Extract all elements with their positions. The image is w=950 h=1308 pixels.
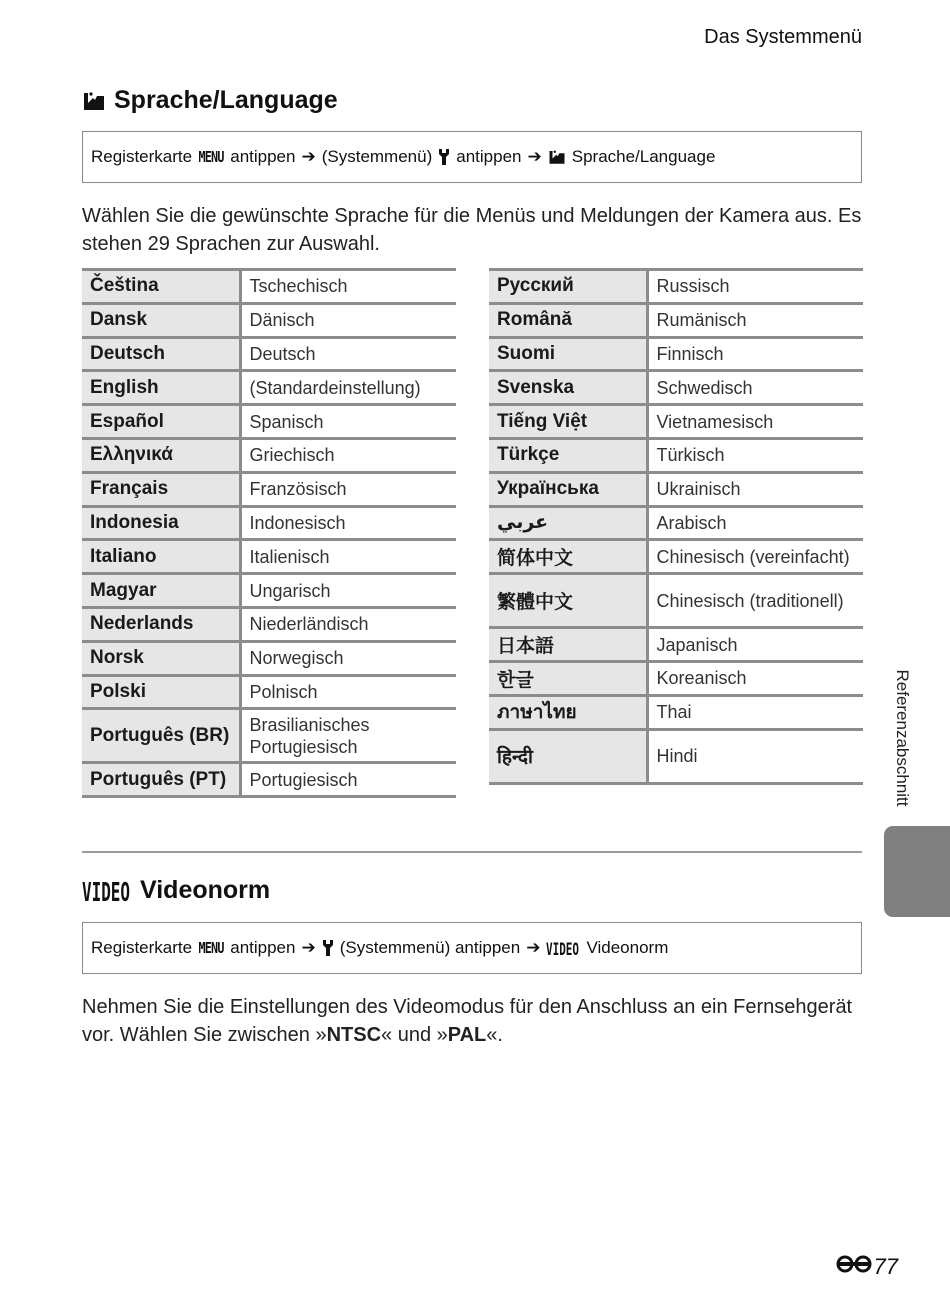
language-native-name: Español (82, 405, 240, 439)
language-row (82, 540, 456, 574)
video-icon (546, 939, 580, 960)
language-native-name: Norsk (82, 641, 240, 675)
path-text: (Systemmenü) antippen (339, 938, 521, 957)
language-native-name: Tiếng Việt (489, 405, 647, 439)
language-table-right (489, 268, 863, 785)
language-german-name: Französisch (240, 472, 456, 506)
path-text: Registerkarte (91, 938, 193, 957)
arrow-right-icon: ➔ (301, 147, 316, 166)
language-row (489, 628, 863, 662)
video-description-text: «. (486, 1024, 503, 1046)
language-row (489, 574, 863, 628)
language-native-name: 한글 (489, 661, 647, 695)
language-german-name: Italienisch (240, 540, 456, 574)
language-row (82, 337, 456, 371)
svg-text:VIDEO: VIDEO (546, 940, 580, 960)
language-german-name: Hindi (647, 729, 863, 783)
language-native-name: Italiano (82, 540, 240, 574)
video-description-text: « und » (381, 1024, 448, 1046)
language-native-name: Українська (489, 472, 647, 506)
language-row (82, 303, 456, 337)
path-text: Registerkarte (91, 147, 193, 166)
language-german-name: Thai (647, 695, 863, 729)
language-german-name: Portugiesisch (240, 763, 456, 797)
video-icon (82, 877, 132, 908)
path-text: Videonorm (586, 938, 669, 957)
language-native-name: Čeština (82, 270, 240, 304)
language-native-name: Français (82, 472, 240, 506)
language-row (82, 675, 456, 709)
wrench-icon (438, 148, 450, 166)
language-german-name: Vietnamesisch (647, 405, 863, 439)
language-row (489, 371, 863, 405)
language-native-name: English (82, 371, 240, 405)
arrow-right-icon: ➔ (526, 938, 541, 957)
language-native-name: Deutsch (82, 337, 240, 371)
path-text: Sprache/Language (571, 147, 716, 166)
language-german-name: Finnisch (647, 337, 863, 371)
language-german-name: Koreanisch (647, 661, 863, 695)
arrow-right-icon: ➔ (527, 147, 542, 166)
language-german-name: (Standardeinstellung) (240, 371, 456, 405)
language-row (489, 405, 863, 439)
video-description-text: Nehmen Sie die Einstellungen des Videomodus für den Anschluss an ein Fernsehgerät vor. Wählen Sie zwischen » (82, 996, 853, 1046)
language-native-name: ภาษาไทย (489, 695, 647, 729)
path-text: (Systemmenü) (321, 147, 433, 166)
language-description: Wählen Sie die gewünschte Sprache für die Menüs und Meldungen der Kamera aus. Es stehen 29 Sprachen zur Auswahl. (82, 205, 862, 255)
svg-text:VIDEO: VIDEO (82, 877, 130, 908)
language-row (82, 641, 456, 675)
language-native-name: Dansk (82, 303, 240, 337)
language-native-name: Nederlands (82, 607, 240, 641)
language-german-name: Tschechisch (240, 270, 456, 304)
page-number (836, 1253, 898, 1281)
path-text: antippen (456, 147, 522, 166)
language-german-name: Russisch (647, 270, 863, 304)
language-german-name: Schwedisch (647, 371, 863, 405)
language-native-name: Indonesia (82, 506, 240, 540)
language-german-name: Chinesisch (traditionell) (647, 574, 863, 628)
language-native-name: Türkçe (489, 438, 647, 472)
page-number-text: 77 (873, 1254, 898, 1279)
language-german-name: Niederländisch (240, 607, 456, 641)
language-row (489, 540, 863, 574)
video-menu-path (82, 922, 862, 974)
language-row (82, 574, 456, 608)
language-german-name: Indonesisch (240, 506, 456, 540)
language-native-name: 繁體中文 (489, 574, 647, 628)
section-divider (82, 851, 862, 853)
language-german-name: Spanisch (240, 405, 456, 439)
language-row (489, 695, 863, 729)
running-head: Das Systemmenü (704, 26, 862, 48)
language-native-name: 简体中文 (489, 540, 647, 574)
language-native-name: Polski (82, 675, 240, 709)
side-tab-label: Referenzabschnitt (893, 669, 912, 807)
language-menu-path (82, 131, 862, 183)
language-native-name: عربي (489, 506, 647, 540)
language-row (82, 607, 456, 641)
video-section-title (82, 876, 271, 908)
video-description (82, 993, 872, 1049)
language-row (489, 661, 863, 695)
language-row (82, 438, 456, 472)
language-row (489, 337, 863, 371)
language-german-name: Norwegisch (240, 641, 456, 675)
language-row (82, 709, 456, 763)
language-section-title-text: Sprache/Language (114, 86, 338, 114)
language-native-name: Português (BR) (82, 709, 240, 763)
language-section-title (82, 86, 338, 115)
language-native-name: Português (PT) (82, 763, 240, 797)
language-native-name: Magyar (82, 574, 240, 608)
language-german-name: Polnisch (240, 675, 456, 709)
language-native-name: 日本語 (489, 628, 647, 662)
language-icon (82, 89, 106, 113)
language-german-name: Ungarisch (240, 574, 456, 608)
language-german-name: Chinesisch (vereinfacht) (647, 540, 863, 574)
path-text: antippen (230, 147, 296, 166)
video-section-title-text: Videonorm (140, 876, 271, 904)
language-native-name: Suomi (489, 337, 647, 371)
language-row (489, 506, 863, 540)
language-row (82, 506, 456, 540)
menu-icon: MENU (198, 939, 224, 957)
wrench-icon (322, 939, 334, 957)
reference-section-tab (884, 826, 950, 917)
language-german-name: Ukrainisch (647, 472, 863, 506)
language-german-name: Japanisch (647, 628, 863, 662)
language-row (82, 763, 456, 797)
language-german-name: Dänisch (240, 303, 456, 337)
language-row (489, 438, 863, 472)
language-native-name: Ελληνικά (82, 438, 240, 472)
language-row (82, 472, 456, 506)
language-german-name: Griechisch (240, 438, 456, 472)
language-native-name: Română (489, 303, 647, 337)
language-german-name: Brasilianisches Portugiesisch (240, 709, 456, 763)
language-row (489, 729, 863, 783)
language-german-name: Deutsch (240, 337, 456, 371)
ntsc-option: NTSC (326, 1024, 382, 1046)
pal-option: PAL (447, 1024, 487, 1046)
language-native-name: Svenska (489, 371, 647, 405)
language-row (489, 303, 863, 337)
reference-section-icon (836, 1253, 872, 1281)
language-icon (548, 148, 566, 166)
language-native-name: Русский (489, 270, 647, 304)
language-german-name: Rumänisch (647, 303, 863, 337)
language-row (82, 405, 456, 439)
language-row (489, 472, 863, 506)
language-german-name: Türkisch (647, 438, 863, 472)
language-german-name: Arabisch (647, 506, 863, 540)
language-table-left (82, 268, 456, 798)
path-text: antippen (230, 938, 296, 957)
language-row (82, 371, 456, 405)
language-row (82, 270, 456, 304)
language-native-name: हिन्दी (489, 729, 647, 783)
arrow-right-icon: ➔ (301, 938, 316, 957)
menu-icon: MENU (198, 148, 224, 166)
language-row (489, 270, 863, 304)
